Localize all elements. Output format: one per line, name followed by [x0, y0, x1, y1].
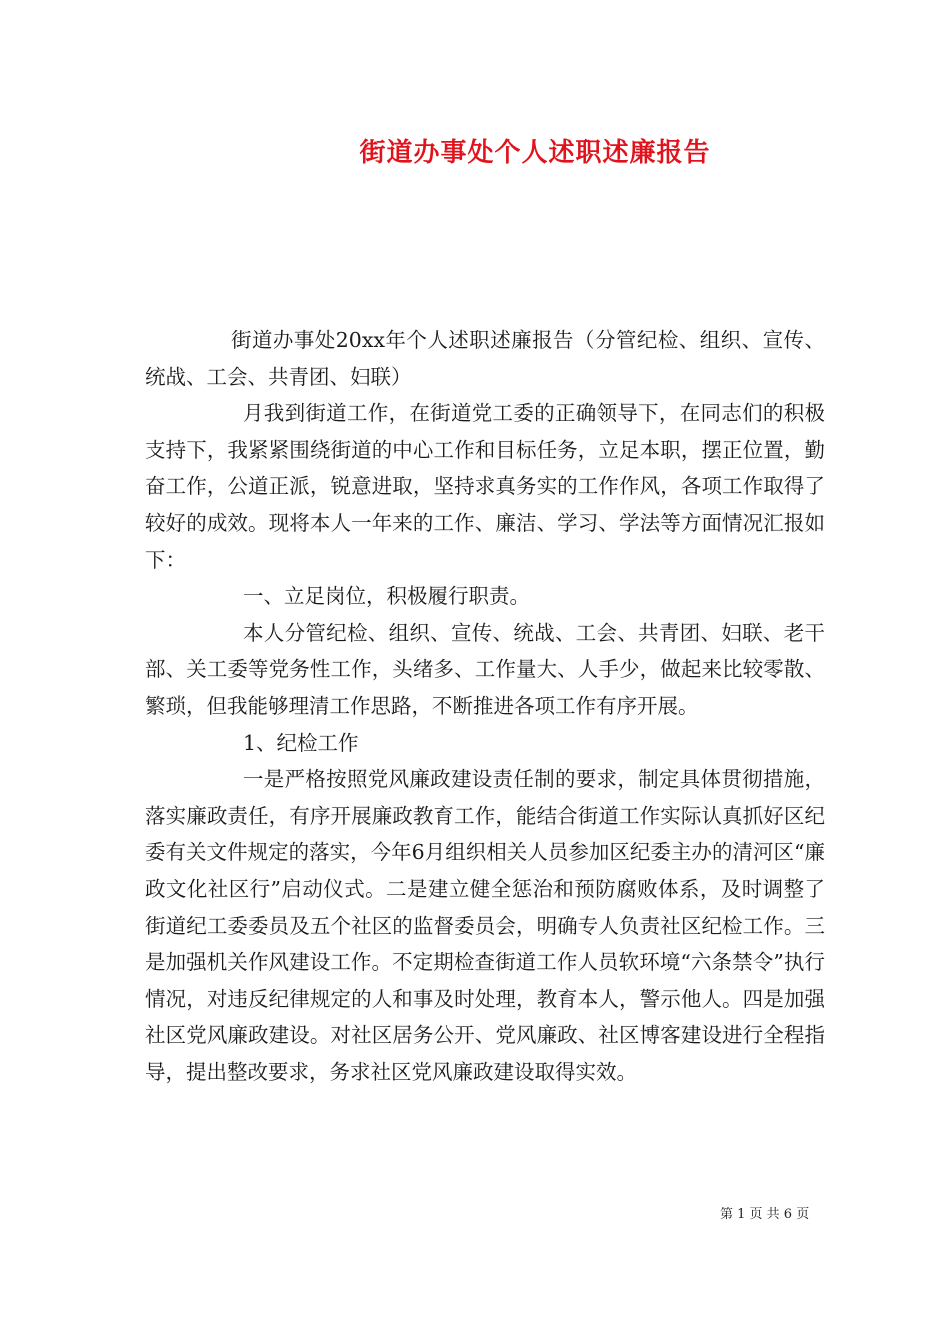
- paragraph-intro: 月我到街道工作，在街道党工委的正确领导下，在同志们的积极支持下，我紧紧围绕街道的中心工作和目标任务，立足本职，摆正位置，勤奋工作，公道正派，锐意进取，坚持求真务实的工作作风，各项工作取得了较好的成效。现将本人一年来的工作、廉洁、学习、学法等方面情况汇报如下：: [145, 401, 825, 572]
- page-footer: 第 1 页 共 6 页: [720, 1207, 810, 1222]
- paragraph-discipline-work: 一是严格按照党风廉政建设责任制的要求，制定具体贯彻措施，落实廉政责任，有序开展廉政教育工作，能结合街道工作实际认真抓好区纪委有关文件规定的落实，今年6月组织相关人员参加区纪委主办的清河区“廉政文化社区行”启动仪式。二是建立健全惩治和预防腐败体系，及时调整了街道纪工委委员及五个社区的监督委员会，明确专人负责社区纪检工作。三是加强机关作风建设工作。不定期检查街道工作人员软环境“六条禁令”执行情况，对违反纪律规定的人和事及时处理，教育本人，警示他人。四是加强社区党风廉政建设。对社区居务公开、党风廉政、社区博客建设进行全程指导，提出整改要求，务求社区党风廉政建设取得实效。: [145, 767, 825, 1084]
- document-title: 街道办事处个人述职述廉报告: [359, 138, 711, 168]
- document-body: [145, 322, 825, 1090]
- paragraph-duties: 本人分管纪检、组织、宣传、统战、工会、共青团、妇联、老干部、关工委等党务性工作，头绪多、工作量大、人手少，做起来比较零散、繁琐，但我能够理清工作思路，不断推进各项工作有序开展。: [145, 620, 825, 718]
- subsection-heading-discipline: 1、纪检工作: [243, 730, 359, 755]
- paragraph-heading-line: 街道办事处20xx年个人述职述廉报告（分管纪检、组织、宣传、统战、工会、共青团、妇联）: [145, 328, 825, 389]
- section-heading-1: 一、立足岗位，积极履行职责。: [243, 584, 530, 609]
